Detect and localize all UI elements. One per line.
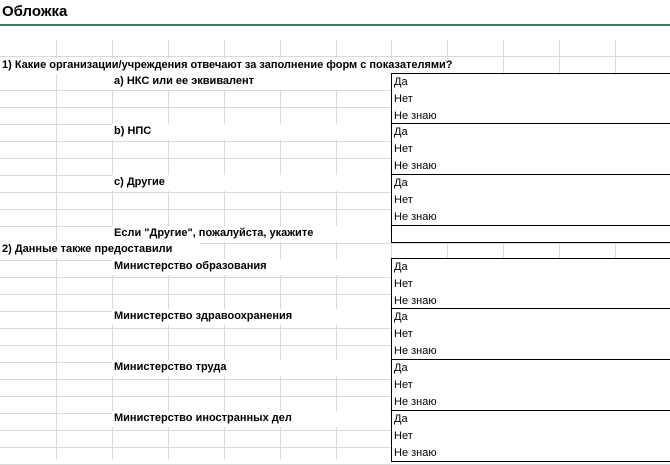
answer-cell-no[interactable]: Нет [391,91,670,108]
q1-option-label: с) Другие [114,176,165,188]
answer-cell-dont-know[interactable]: Не знаю [391,209,670,226]
answer-cell-no[interactable]: Нет [391,141,670,158]
answer-cell-dont-know[interactable]: Не знаю [391,108,670,125]
other-specify-input[interactable] [391,226,670,243]
answer-cell-no[interactable]: Нет [391,276,670,293]
answer-cell-yes[interactable]: Да [391,360,670,377]
answer-cell-yes[interactable]: Да [391,175,670,192]
answer-cell-yes[interactable]: Да [391,74,670,91]
answer-cell-dont-know[interactable]: Не знаю [391,343,670,360]
answer-cell-no[interactable]: Нет [391,326,670,343]
sheet-title-bar [0,0,670,26]
answer-cell-dont-know[interactable]: Не знаю [391,445,670,462]
answer-cell-yes[interactable]: Да [391,309,670,326]
question-1: 1) Какие организации/учреждения отвечают за заполнение форм с показателями? [2,59,453,71]
answer-cell-no[interactable]: Нет [391,377,670,394]
answer-cell-no[interactable]: Нет [391,428,670,445]
answer-cell-yes[interactable]: Да [391,124,670,141]
answer-cell-dont-know[interactable]: Не знаю [391,394,670,411]
question-2: 2) Данные также предоставили [2,243,173,255]
other-specify-label: Если "Другие", пожалуйста, укажите [114,227,314,239]
q1-option-label: а) НКС или ее эквивалент [114,75,255,87]
grid-row-line [0,40,670,57]
q2-option-label: Министерство здравоохранения [114,310,293,322]
q1-option-label: b) НПС [114,125,152,137]
q2-option-label: Министерство иностранных дел [114,412,292,424]
sheet-title: Обложка [2,3,68,20]
answer-cell-dont-know[interactable]: Не знаю [391,158,670,175]
answer-cell-dont-know[interactable]: Не знаю [391,293,670,310]
q2-option-label: Министерство образования [114,260,267,272]
q2-option-label: Министерство труда [114,361,227,373]
answer-cell-yes[interactable]: Да [391,259,670,276]
answer-cell-no[interactable]: Нет [391,192,670,209]
answer-cell-yes[interactable]: Да [391,411,670,428]
